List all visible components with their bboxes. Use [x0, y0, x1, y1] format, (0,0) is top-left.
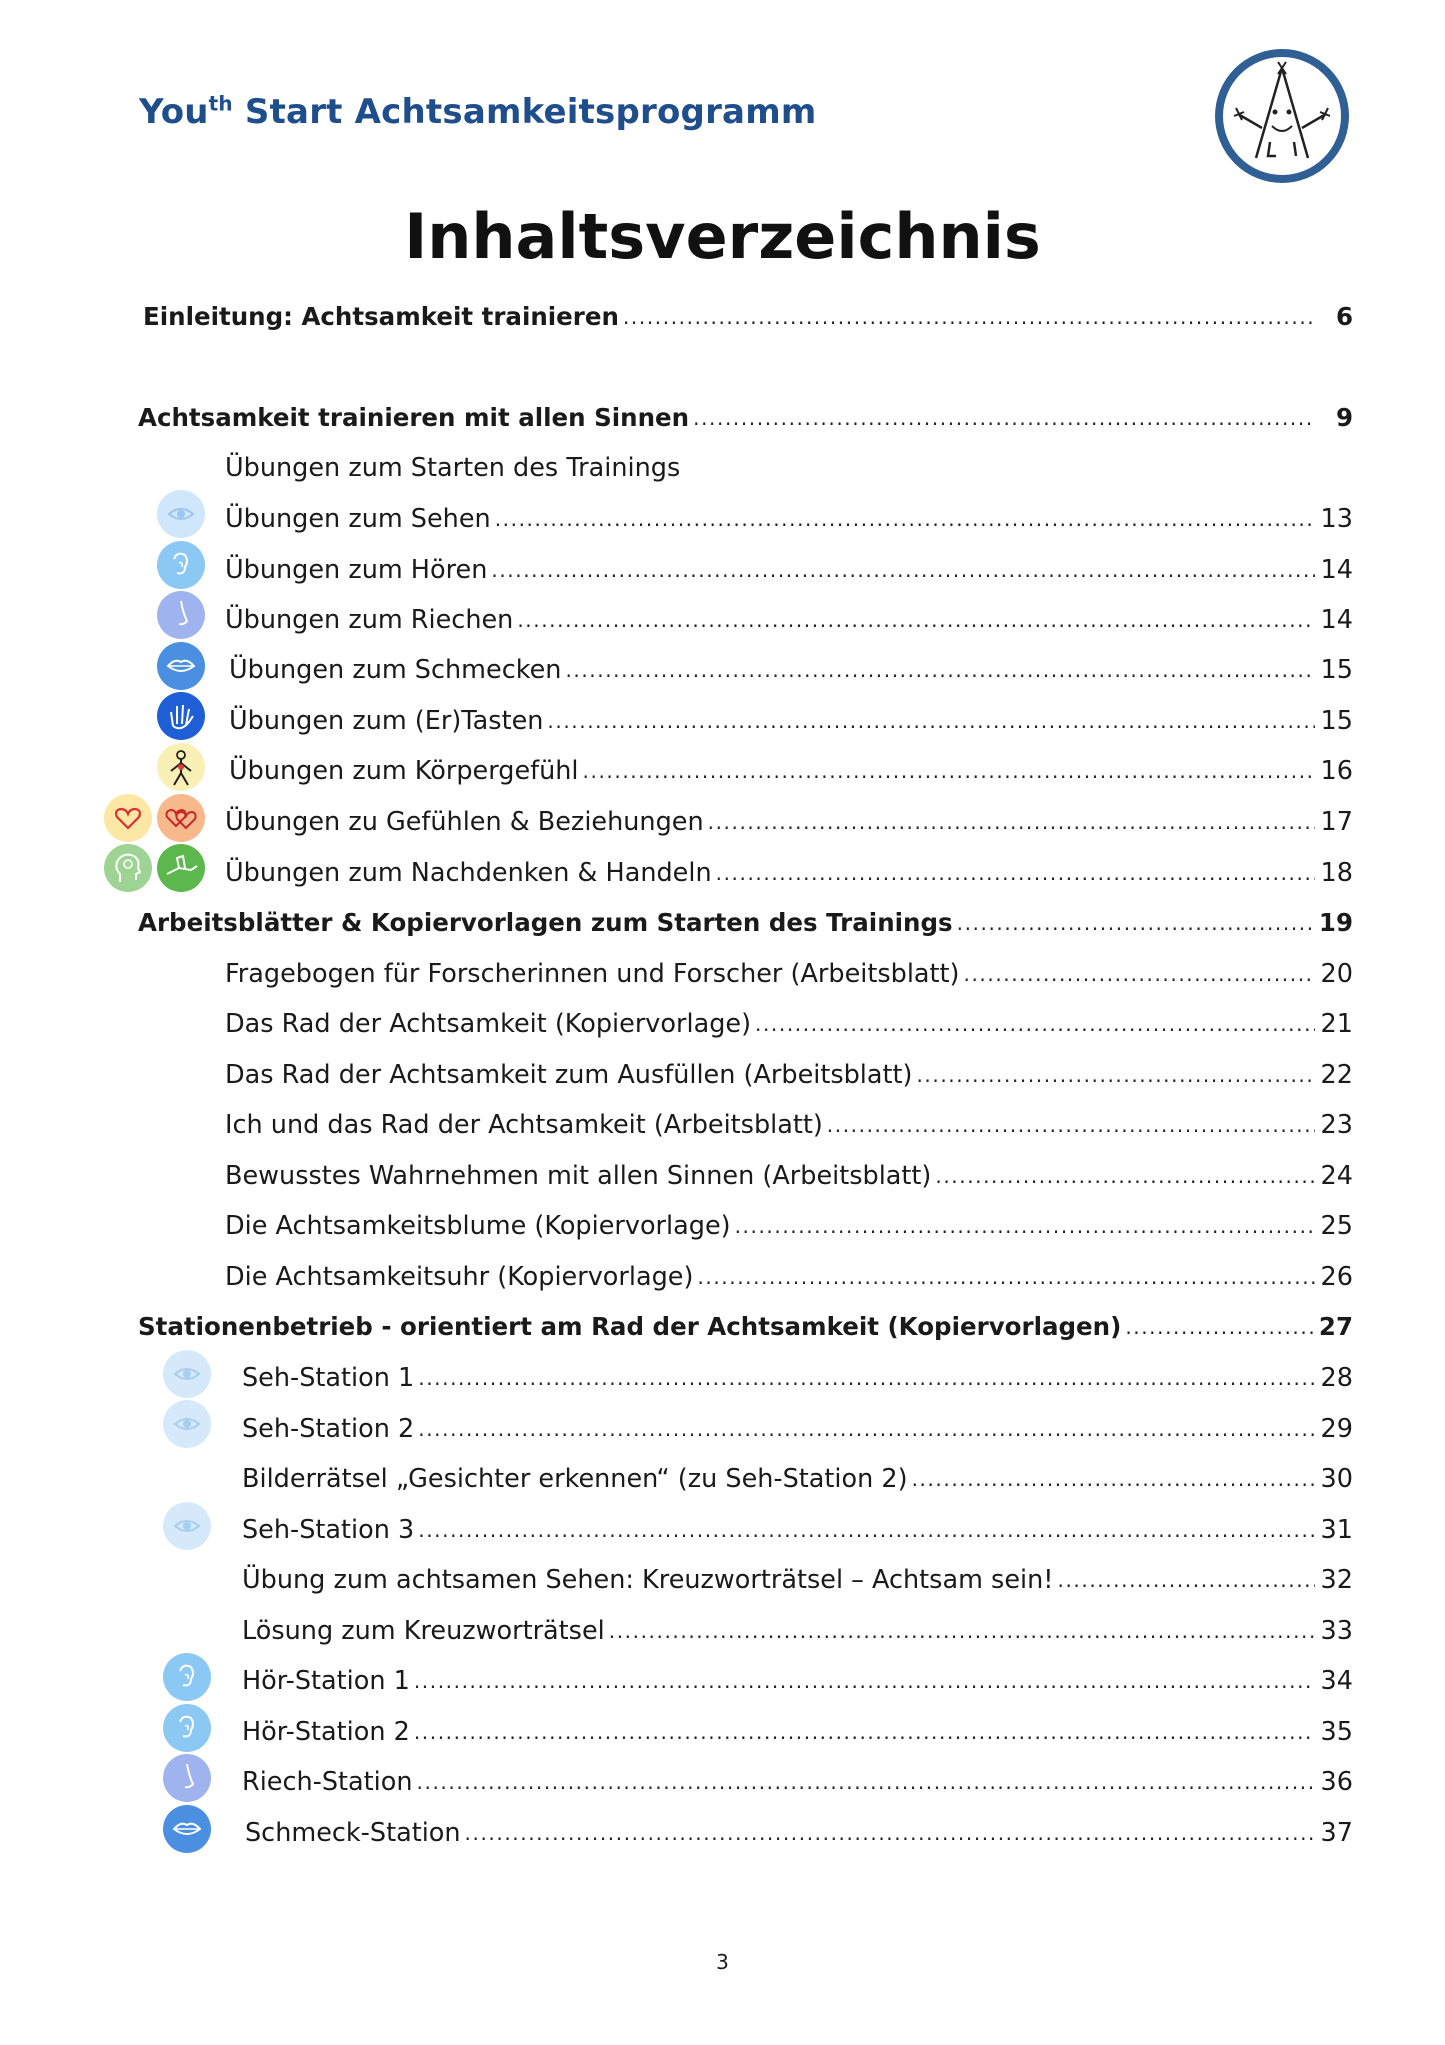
lips-icon: [157, 642, 205, 690]
toc-entry[interactable]: [143, 294, 1353, 334]
page-title: Inhaltsverzeichnis: [404, 200, 1041, 273]
toc-entry-page: 17: [1320, 807, 1353, 837]
head-thinking-icon: [104, 844, 152, 892]
toc-entry[interactable]: [242, 1658, 1353, 1698]
toc-entry-label: Stationenbetrieb - orientiert am Rad der Achtsamkeit (Kopiervorlagen): [138, 1312, 1122, 1341]
nose-icon: [163, 1754, 211, 1802]
toc-entry-page: 19: [1318, 908, 1353, 937]
two-hearts-icon: [157, 794, 205, 842]
eye-icon: [163, 1502, 211, 1550]
toc-entry-page: 29: [1320, 1414, 1353, 1444]
toc-entry-page: 25: [1320, 1211, 1353, 1241]
toc-entry[interactable]: [242, 1608, 1353, 1648]
toc-entry-label: Riech-Station: [242, 1767, 413, 1797]
toc-entry-page: 26: [1320, 1262, 1353, 1292]
toc-entry-label: Übungen zum Riechen: [225, 605, 514, 635]
toc-entry[interactable]: [245, 1810, 1353, 1850]
toc-entry-page: 34: [1320, 1666, 1353, 1696]
toc-entry-label: Schmeck-Station: [245, 1818, 461, 1848]
body-icon: [157, 743, 205, 791]
toc-leader: [418, 1513, 1315, 1547]
toc-leader: [417, 1765, 1315, 1799]
toc-leader: [912, 1462, 1315, 1496]
toc-leader: [708, 805, 1315, 839]
page-number: 3: [716, 1950, 729, 1974]
toc-leader: [465, 1816, 1315, 1850]
toc-entry-label: Übung zum achtsamen Sehen: Kreuzworträtsel – Achtsam sein!: [242, 1565, 1054, 1595]
toc-entry[interactable]: [225, 1153, 1353, 1193]
toc-entry-label: Übungen zum Starten des Trainings: [225, 453, 681, 483]
toc-leader: [517, 603, 1315, 637]
toc-entry-page: 35: [1320, 1717, 1353, 1747]
toc-entry-page: 14: [1320, 605, 1353, 635]
toc-entry-label: Lösung zum Kreuzworträtsel: [242, 1616, 605, 1646]
toc-leader: [697, 1260, 1315, 1294]
heart-icon: [104, 794, 152, 842]
toc-leader: [735, 1209, 1315, 1243]
toc-leader: [935, 1159, 1315, 1193]
toc-entry-page: 24: [1320, 1161, 1353, 1191]
toc-leader: [418, 1412, 1315, 1446]
eye-icon: [163, 1350, 211, 1398]
toc-entry-label: Seh-Station 3: [242, 1515, 415, 1545]
hand-action-icon: [157, 844, 205, 892]
toc-leader: [1125, 1310, 1315, 1344]
toc-entry[interactable]: [242, 1709, 1353, 1749]
hand-icon: [157, 692, 205, 740]
toc-entry-label: Die Achtsamkeitsuhr (Kopiervorlage): [225, 1262, 694, 1292]
toc-entry-page: 30: [1320, 1464, 1353, 1494]
toc-entry-page: 6: [1335, 302, 1353, 331]
ear-icon: [163, 1653, 211, 1701]
toc-entry-label: Hör-Station 2: [242, 1717, 410, 1747]
toc-leader: [623, 300, 1315, 334]
toc-entry-label: Achtsamkeit trainieren mit allen Sinnen: [138, 403, 690, 432]
toc-entry-page: 36: [1320, 1767, 1353, 1797]
toc-entry-label: Bewusstes Wahrnehmen mit allen Sinnen (Arbeitsblatt): [225, 1161, 932, 1191]
lips-icon: [163, 1805, 211, 1853]
toc-entry[interactable]: [225, 445, 1353, 485]
toc-entry[interactable]: [138, 900, 1353, 940]
nose-icon: [157, 591, 205, 639]
ear-icon: [163, 1704, 211, 1752]
toc-leader: [716, 856, 1315, 890]
toc-entry-page: 15: [1320, 655, 1353, 685]
toc-entry-label: Übungen zum Sehen: [225, 504, 491, 534]
toc-entry-page: 21: [1320, 1009, 1353, 1039]
toc-entry[interactable]: [225, 850, 1353, 890]
toc-entry-page: 37: [1320, 1818, 1353, 1848]
toc-entry-label: Bilderrätsel „Gesichter erkennen“ (zu Seh-Station 2): [242, 1464, 908, 1494]
toc-entry-label: Übungen zum Körpergefühl: [229, 756, 579, 786]
toc-entry[interactable]: [242, 1456, 1353, 1496]
toc-entry-page: 27: [1318, 1312, 1353, 1341]
toc-entry[interactable]: [225, 1052, 1353, 1092]
eye-icon: [157, 490, 205, 538]
toc-entry-label: Seh-Station 1: [242, 1363, 415, 1393]
toc-entry[interactable]: [138, 395, 1353, 435]
toc-leader: [414, 1715, 1315, 1749]
toc-entry[interactable]: [242, 1355, 1353, 1395]
toc-entry-label: Hör-Station 1: [242, 1666, 410, 1696]
toc-entry-label: Einleitung: Achtsamkeit trainieren: [143, 302, 619, 331]
toc-entry[interactable]: [225, 496, 1353, 536]
toc-entry-label: Das Rad der Achtsamkeit zum Ausfüllen (Arbeitsblatt): [225, 1060, 913, 1090]
toc-entry-label: Ich und das Rad der Achtsamkeit (Arbeitsblatt): [225, 1110, 823, 1140]
toc-entry[interactable]: [229, 647, 1353, 687]
toc-entry-page: 14: [1320, 555, 1353, 585]
toc-entry-page: 18: [1320, 858, 1353, 888]
toc-entry-label: Übungen zum Schmecken: [229, 655, 562, 685]
toc-entry-label: Das Rad der Achtsamkeit (Kopiervorlage): [225, 1009, 752, 1039]
toc-leader: [693, 401, 1315, 435]
toc-entry-label: Übungen zum (Er)Tasten: [229, 706, 544, 736]
toc-entry-page: 33: [1320, 1616, 1353, 1646]
toc-entry[interactable]: [225, 1254, 1353, 1294]
toc-entry[interactable]: [229, 748, 1353, 788]
program-title: You$^{th}$ Start Achtsamkeitsprogramm: [139, 91, 817, 132]
toc-entry-page: 13: [1320, 504, 1353, 534]
toc-entry-page: 22: [1320, 1060, 1353, 1090]
toc-entry-page: 32: [1320, 1565, 1353, 1595]
toc-leader: [957, 906, 1315, 940]
toc-entry[interactable]: [229, 698, 1353, 738]
toc-entry-page: 23: [1320, 1110, 1353, 1140]
toc-entry[interactable]: [225, 951, 1353, 991]
toc-leader: [755, 1007, 1315, 1041]
toc-entry[interactable]: [225, 1203, 1353, 1243]
ear-icon: [157, 541, 205, 589]
toc-entry[interactable]: [225, 1102, 1353, 1142]
toc-entry-label: Fragebogen für Forscherinnen und Forscher (Arbeitsblatt): [225, 959, 960, 989]
eye-icon: [163, 1400, 211, 1448]
toc-entry[interactable]: [242, 1507, 1353, 1547]
toc-entry-label: Arbeitsblätter & Kopiervorlagen zum Starten des Trainings: [138, 908, 953, 937]
toc-entry-page: 15: [1320, 706, 1353, 736]
toc-entry-page: 16: [1320, 756, 1353, 786]
toc-leader: [547, 704, 1315, 738]
toc-entry[interactable]: [242, 1557, 1353, 1597]
toc-leader: [583, 754, 1315, 788]
toc-entry-label: Übungen zum Hören: [225, 555, 488, 585]
toc-entry[interactable]: [242, 1759, 1353, 1799]
toc-entry-label: Seh-Station 2: [242, 1414, 415, 1444]
toc-entry-page: 20: [1320, 959, 1353, 989]
toc-entry[interactable]: [225, 1001, 1353, 1041]
toc-entry[interactable]: [242, 1406, 1353, 1446]
toc-entry-label: Die Achtsamkeitsblume (Kopiervorlage): [225, 1211, 731, 1241]
toc-entry[interactable]: [225, 597, 1353, 637]
toc-leader: [609, 1614, 1315, 1648]
toc-leader: [916, 1058, 1315, 1092]
toc-leader: [1057, 1563, 1315, 1597]
toc-entry[interactable]: [138, 1304, 1353, 1344]
toc-leader: [495, 502, 1315, 536]
toc-leader: [414, 1664, 1315, 1698]
toc-leader: [827, 1108, 1315, 1142]
toc-leader: [565, 653, 1315, 687]
toc-leader: [963, 957, 1315, 991]
toc-entry-page: 31: [1320, 1515, 1353, 1545]
toc-entry-label: Übungen zu Gefühlen & Beziehungen: [225, 807, 704, 837]
toc-entry-page: 9: [1335, 403, 1353, 432]
toc-entry-label: Übungen zum Nachdenken & Handeln: [225, 858, 712, 888]
toc-entry[interactable]: [225, 799, 1353, 839]
toc-leader: [418, 1361, 1315, 1395]
toc-entry[interactable]: [225, 547, 1353, 587]
toc-entry-page: 28: [1320, 1363, 1353, 1393]
toc-leader: [491, 553, 1315, 587]
